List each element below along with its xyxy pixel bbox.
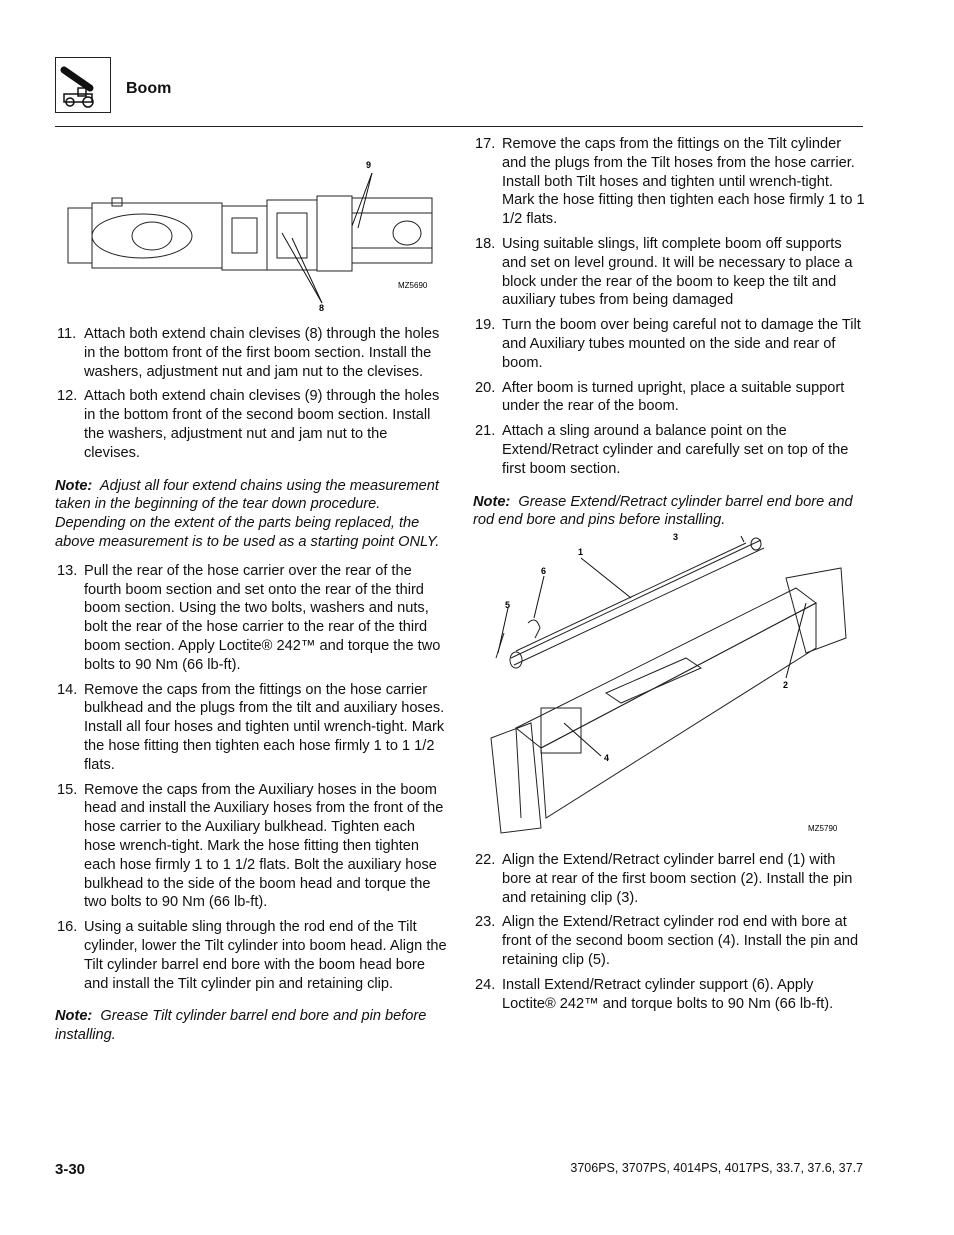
note-text: Adjust all four extend chains using the measurement taken in the beginning of the tear down procedure. Depending on the extent of the parts being replaced, the above measurement is to be used as a starting point ONLY. [55, 477, 440, 550]
step-text: Remove the caps from the fittings on the Tilt cylinder and the plugs from the Tilt hoses from the hose carrier. Install both Tilt hoses and tighten until wrench-tight. Mark the hose fitting then tighten each hose firmly 1 to 1 1/2 flats. [502, 136, 865, 228]
telehandler-logo-icon [55, 57, 111, 113]
figure2-id: MZ5790 [808, 824, 838, 833]
step-text: Turn the boom over being careful not to damage the Tilt and Auxiliary tubes mounted on the side and rear of boom. [502, 317, 861, 371]
step-19 [473, 316, 865, 372]
figure2-callout-4: 4 [604, 753, 610, 763]
step-23 [473, 913, 865, 969]
figure2-callout-1: 1 [578, 547, 584, 557]
step-number: 21. [475, 423, 496, 440]
step-number: 24. [475, 976, 496, 993]
figure2-callout-6: 6 [541, 566, 547, 576]
step-number: 22. [475, 852, 496, 868]
step-number: 16. [57, 919, 78, 936]
step-number: 19. [475, 317, 496, 334]
extend-retract-cylinder-figure [486, 528, 856, 838]
step-text: Using suitable slings, lift complete boom off supports and set on level ground. It will be necessary to place a block under the rear of the boom to keep the tilt and auxiliary tubes from being damaged [502, 235, 853, 309]
model-list: 3706PS, 3707PS, 4014PS, 4017PS, 33.7, 37.6, 37.7 [570, 1161, 863, 1175]
step-text: Using a suitable sling through the rod end of the Tilt cylinder, lower the Tilt cylinder into boom head. Align the Tilt cylinder barrel end bore with the boom head bore and install the Tilt cylinder pin and retaining clip. [84, 919, 447, 992]
note-grease-extend [473, 493, 865, 531]
step-11 [55, 325, 447, 381]
step-17 [473, 135, 865, 229]
page-number: 3-30 [55, 1161, 86, 1178]
step-16 [55, 918, 447, 993]
step-text: Attach a sling around a balance point on the Extend/Retract cylinder and carefully set on top of the first boom section. [502, 423, 849, 477]
right-column-lower [473, 851, 865, 1019]
figure1-callout-8: 8 [319, 303, 325, 313]
figure2-callout-2: 2 [783, 680, 789, 690]
step-number: 18. [475, 235, 496, 252]
step-22 [473, 851, 865, 907]
step-text: Attach both extend chain clevises (8) through the holes in the bottom front of the first boom section. Install the washers, adjustment nut and jam nut to the clevises. [84, 326, 440, 380]
boom-chain-figure [62, 158, 437, 313]
step-20 [473, 379, 865, 417]
step-text: Align the Extend/Retract cylinder rod end with bore at front of the second boom section (4). Install the pin and retaining clip (5). [502, 914, 859, 968]
step-18 [473, 235, 865, 310]
step-text: Install Extend/Retract cylinder support (6). Apply Loctite® 242™ and torque bolts to 90 Nm (66 lb-ft). [502, 976, 834, 1012]
note-label: Note: [473, 493, 511, 510]
step-text: Remove the caps from the fittings on the hose carrier bulkhead and the plugs from the tilt and auxiliary hoses. Install all four hoses and tighten until wrench-tight. Mark the hose fitting then tighten each hose firmly 1 to 1 1/2 flats. [84, 681, 445, 773]
note-text: Grease Extend/Retract cylinder barrel end bore and rod end bore and pins before installing. [473, 493, 853, 529]
step-text: Pull the rear of the hose carrier over the rear of the fourth boom section and set onto the rear of the third boom section. Using the two bolts, washers and nuts, bolt the rear of the hose carrier to the rear of the third boom section. Apply Loctite® 242™ and torque the two bolts to 90 Nm (66 lb-ft). [84, 562, 441, 673]
step-text: Remove the caps from the Auxiliary hoses in the boom head and install the Auxiliary hoses from the front of the hose carrier to the Auxiliary bulkhead. Tighten each hose wrench-tight. Mark the hose fitting then tighten each hose firmly 1 to 1 1/2 flats. Bolt the auxiliary hose bulkhead to the side of the boom head and torque the two bolts to 90 Nm (66 lb-ft). [84, 781, 444, 911]
step-number: 13. [57, 562, 78, 579]
step-number: 14. [57, 681, 78, 698]
left-column [55, 325, 447, 1055]
header-divider [55, 126, 863, 127]
step-text: Align the Extend/Retract cylinder barrel end (1) with bore at rear of the first boom section (2). Install the pin and retaining clip (3). [502, 852, 853, 906]
figure2-callout-3: 3 [673, 532, 679, 542]
figure2-callout-5: 5 [505, 600, 511, 610]
section-title: Boom [126, 80, 172, 97]
figure1-id: MZ5690 [398, 281, 428, 290]
note-text: Grease Tilt cylinder barrel end bore and pin before installing. [55, 1008, 427, 1044]
step-12 [55, 387, 447, 462]
step-number: 12. [57, 388, 78, 405]
step-number: 11. [57, 326, 77, 342]
step-number: 23. [475, 914, 496, 931]
step-14 [55, 681, 447, 775]
step-24 [473, 976, 865, 1014]
step-text: Attach both extend chain clevises (9) through the holes in the bottom front of the second boom section. Install the washers, adjustment nut and jam nut to the clevises. [84, 388, 440, 461]
note-label: Note: [55, 1008, 93, 1025]
step-13 [55, 562, 447, 675]
step-number: 17. [475, 136, 496, 152]
step-15 [55, 781, 447, 913]
note-grease-tilt [55, 1007, 447, 1045]
step-number: 20. [475, 379, 496, 396]
figure1-callout-9: 9 [366, 160, 372, 170]
right-column [473, 135, 865, 540]
step-21 [473, 422, 865, 478]
note-extend-chains [55, 477, 447, 552]
step-text: After boom is turned upright, place a suitable support under the rear of the boom. [502, 379, 845, 415]
note-label: Note: [55, 477, 93, 494]
step-number: 15. [57, 781, 78, 798]
